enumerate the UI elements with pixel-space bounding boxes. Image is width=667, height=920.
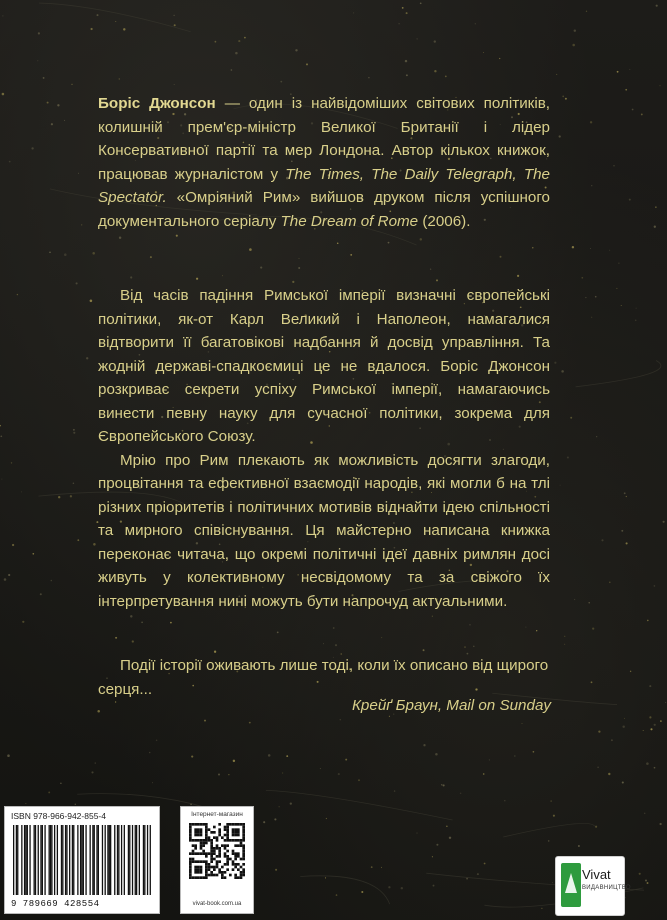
author-name: Боріс Джонсон bbox=[98, 95, 216, 112]
book-description bbox=[98, 284, 550, 613]
bio-text: — один із найвідоміших світових політиків, колишній прем'єр-міністр Великої Британії і лідер Консервативної партії та мер Лондона. Автор кількох книжок, працював журналістом у bbox=[98, 95, 550, 183]
author-bio bbox=[98, 92, 550, 233]
description-paragraph-2: Мрію про Рим плекають як можливість досягти злагоди, процвітання та ефективної взаємодії народів, які могли б на тлі різних пріоритетів і політичних мотивів віднайти ідею спільності та мирного співіснування. Ця майстерно написана книжка переконає читача, що окремі політичні ідеї давніх римлян досі живуть у колективному несвідомому та за свіжого їх інтерпретування нині можуть бути напрочуд актуальними. bbox=[98, 451, 550, 610]
bio-series: The Dream of Rome bbox=[280, 212, 419, 230]
barcode-image bbox=[13, 825, 151, 899]
barcode-digits: 9 789669 428554 bbox=[11, 899, 100, 909]
vivat-leaf-icon bbox=[561, 863, 581, 907]
qr-code-icon bbox=[189, 823, 245, 879]
publisher-logo bbox=[555, 856, 631, 916]
description-paragraph-1: Від часів падіння Римської імперії визначні європейські політики, як-от Карл Великий і Наполеон, намагалися відтворити її багатовікові надбання й досвід управління. Та жодній державі-спадкоємиці це не вдалося. Боріс Джонсон розкриває секрети успіху Римської імперії, намагаючись винести певну науку для сучасної політики, зокрема для Європейського Союзу. bbox=[98, 287, 550, 445]
bio-year: (2006). bbox=[418, 212, 471, 230]
publisher-subtitle: ВИДАВНИЦТВО bbox=[582, 885, 631, 891]
review-quote-author: Крейґ Браун, Mail on Sunday bbox=[351, 697, 551, 714]
isbn-label: ISBN 978-966-942-855-4 bbox=[11, 811, 106, 821]
bio-mid: «Омріяний Рим» вийшов друком після успішного документального серіалу bbox=[98, 189, 550, 230]
qr-title: Інтернет-магазин bbox=[191, 811, 243, 818]
publisher-name: Vivat bbox=[582, 867, 611, 882]
qr-code-box bbox=[180, 806, 254, 914]
isbn-barcode-box bbox=[4, 806, 160, 914]
review-quote: Події історії оживають лише тоді, коли їх описано від щирого серця... bbox=[98, 657, 549, 698]
qr-url: vivat-book.com.ua bbox=[192, 901, 242, 907]
bio-publications: The Times, The Daily Telegraph, The Spectator. bbox=[98, 165, 550, 206]
